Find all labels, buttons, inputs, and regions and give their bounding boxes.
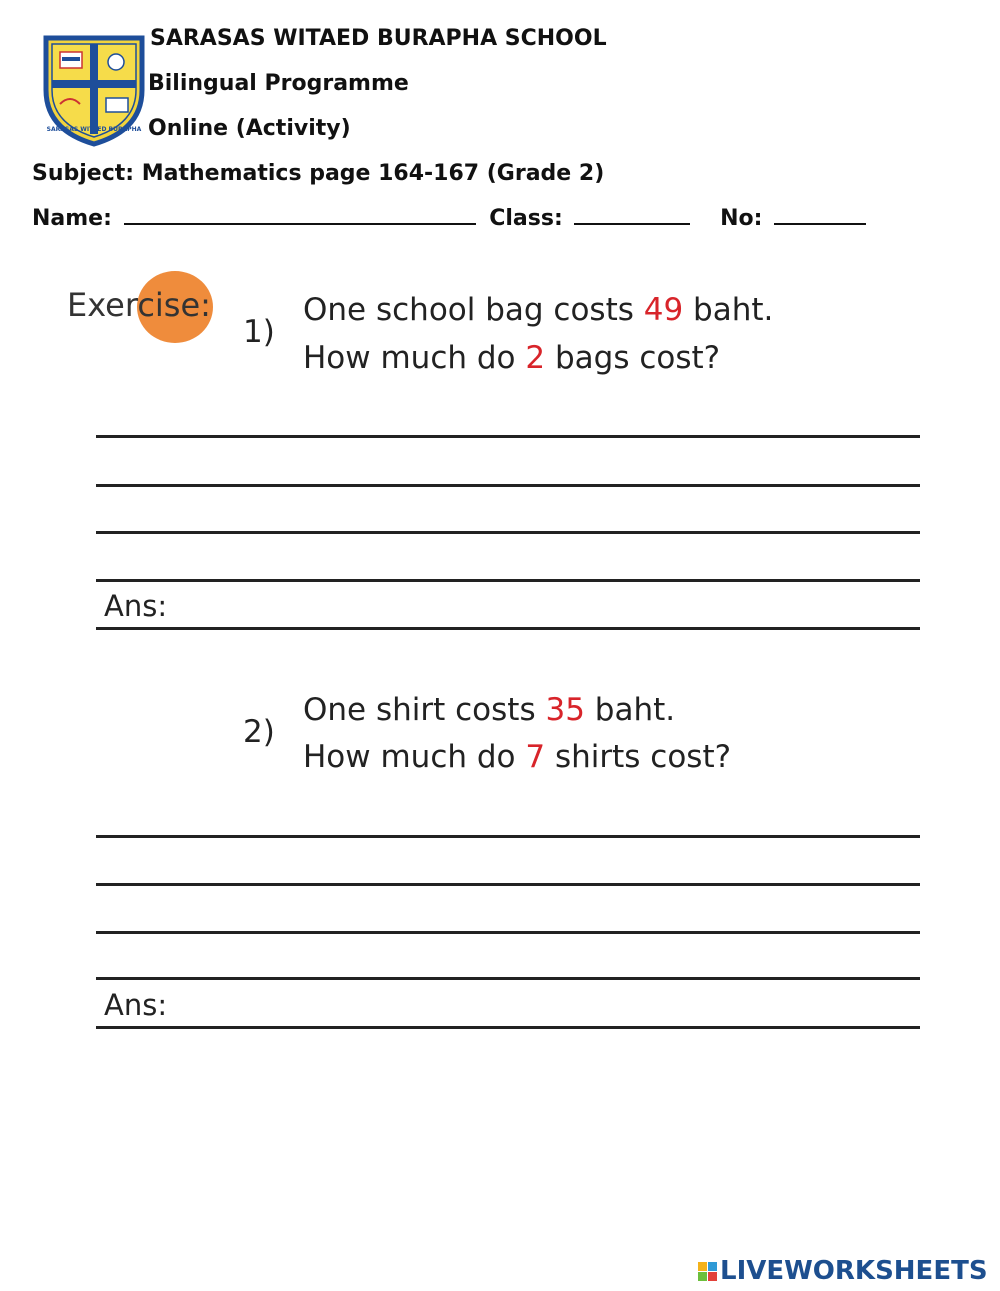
question-2-line-1: One shirt costs 35 baht.	[303, 692, 676, 728]
question-2-price: 35	[545, 692, 585, 728]
liveworksheets-cubes-icon	[697, 1256, 717, 1286]
name-label: Name:	[32, 206, 112, 231]
school-name: SARASAS WITAED BURAPHA SCHOOL	[150, 26, 607, 51]
class-blank[interactable]	[574, 219, 690, 225]
name-blank[interactable]	[124, 219, 476, 225]
subject-line: Subject: Mathematics page 164-167 (Grade 2)	[32, 161, 605, 186]
question-2-quantity: 7	[525, 739, 546, 775]
no-blank[interactable]	[774, 219, 866, 225]
question-2-number: 2)	[243, 714, 275, 750]
question-2-answer-line[interactable]	[96, 1026, 920, 1029]
question-2-ans-label: Ans:	[104, 988, 168, 1022]
programme-name: Bilingual Programme	[148, 71, 409, 96]
answer-line[interactable]	[96, 531, 920, 534]
question-2-line-2: How much do 7 shirts cost?	[303, 739, 732, 775]
question-1-answer-line[interactable]	[96, 627, 920, 630]
answer-line[interactable]	[96, 435, 920, 438]
answer-line[interactable]	[96, 931, 920, 934]
question-1-line-2: How much do 2 bags cost?	[303, 340, 721, 376]
school-crest-logo	[38, 30, 150, 148]
exercise-label: Exercise:	[67, 286, 211, 324]
question-1-price: 49	[643, 292, 684, 328]
answer-line[interactable]	[96, 977, 920, 980]
answer-line[interactable]	[96, 579, 920, 582]
answer-line[interactable]	[96, 883, 920, 886]
no-label: No:	[720, 206, 763, 231]
crest-ribbon-text: SARASAS WITAED BURAPHA	[46, 126, 142, 133]
student-info-line	[32, 206, 866, 231]
liveworksheets-brand: LIVEWORKSHEETS	[720, 1256, 988, 1286]
answer-line[interactable]	[96, 835, 920, 838]
answer-line[interactable]	[96, 484, 920, 487]
class-label: Class:	[489, 206, 563, 231]
question-1-quantity: 2	[525, 340, 546, 376]
question-1-line-1: One school bag costs 49 baht.	[303, 292, 774, 328]
question-1-ans-label: Ans:	[104, 589, 168, 623]
question-1-number: 1)	[243, 314, 275, 350]
liveworksheets-logo[interactable]	[697, 1254, 988, 1288]
activity-mode: Online (Activity)	[148, 116, 351, 141]
